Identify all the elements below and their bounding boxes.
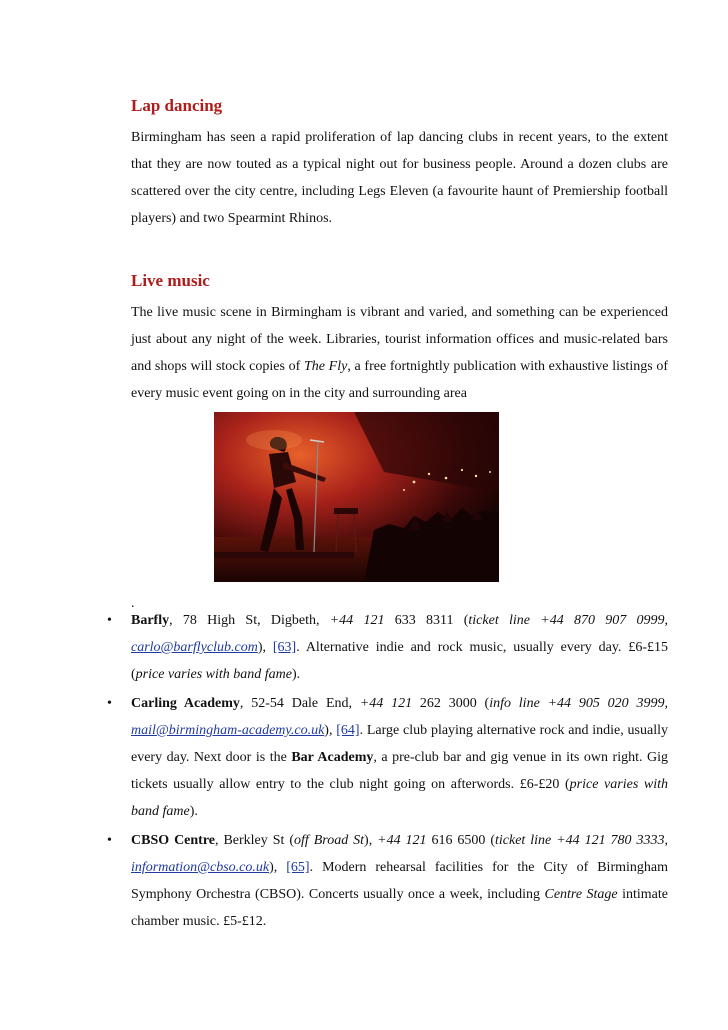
live-music-text-a: The live music scene in Birmingham is vibrant and varied, and something can be experienced just about any night of the week. Libraries, tourist information offices and music-related bars and shops will stock copies of	[131, 305, 668, 374]
reference-link[interactable]: [65]	[286, 860, 310, 875]
centre-stage-title: Centre Stage	[544, 887, 618, 902]
price-note: price varies with band fame	[131, 777, 668, 819]
phone-prefix: +44 121	[329, 613, 385, 628]
separator: ,	[664, 696, 668, 711]
email-link[interactable]: carlo@barflyclub.com	[131, 640, 258, 655]
paren-end: ).	[291, 667, 301, 682]
ticket-line-label: ticket line	[495, 833, 552, 848]
list-item-cbso-centre	[0, 827, 668, 935]
email-link[interactable]: information@cbso.co.uk	[131, 860, 270, 875]
bullet: •	[107, 696, 112, 711]
concert-photo-image	[214, 412, 499, 582]
separator: ,	[664, 613, 668, 628]
venue-name: Barfly	[131, 613, 170, 628]
venue-description: . Large club playing alternative rock and indie, usually every day. Next door is the	[131, 723, 668, 765]
list-item-carling-academy	[0, 690, 668, 825]
venue-description-continued: intimate chamber music. £5-£12.	[131, 887, 668, 929]
venue-description: . Modern rehearsal facilities for the City of Birmingham Symphony Orchestra (CBSO). Concerts usually once a week, including	[131, 860, 668, 902]
venue-address: , Berkley St (	[215, 833, 294, 848]
phone-number: 633 8311 (	[384, 613, 469, 628]
venue-description: . Alternative indie and rock music, usually every day. £6-£15 (	[131, 640, 668, 682]
list-item-barfly	[0, 607, 668, 688]
price-note: price varies with band fame	[135, 667, 292, 682]
venue-address: , 52-54 Dale End,	[239, 696, 360, 711]
live-music-heading: Live music	[131, 271, 210, 290]
bullet: •	[107, 833, 112, 848]
phone-number: 616 6500 (	[426, 833, 496, 848]
venue-name: CBSO Centre	[131, 833, 216, 848]
email-link[interactable]: mail@birmingham-academy.co.uk	[131, 723, 325, 738]
ticket-line-number: +44 121 780 3333	[551, 833, 665, 848]
paren-close: ),	[324, 723, 337, 738]
phone-prefix: +44 121	[359, 696, 413, 711]
lap-dancing-heading: Lap dancing	[131, 96, 223, 115]
address-note: off Broad St	[294, 833, 365, 848]
reference-link[interactable]: [63]	[272, 640, 297, 655]
phone-prefix: +44 121	[377, 833, 427, 848]
ticket-line-number: +44 870 907 0999	[529, 613, 665, 628]
venue-list	[0, 607, 728, 935]
reference-link[interactable]: [64]	[336, 723, 360, 738]
address-close: ),	[364, 833, 378, 848]
venue-address: , 78 High St, Digbeth,	[169, 613, 330, 628]
separator: ,	[664, 833, 668, 848]
ticket-line-label: ticket line	[468, 613, 530, 628]
paren-close: ),	[257, 640, 273, 655]
bar-academy-name: Bar Academy	[291, 750, 374, 765]
live-music-text-b: , a free fortnightly publication with exhaustive listings of every music event going on in the city and surrounding area	[131, 359, 669, 401]
stray-period: .	[131, 596, 135, 611]
lap-dancing-paragraph: Birmingham has seen a rapid proliferation of lap dancing clubs in recent years, to the extent that they are now touted as a typical night out for business people. Around a dozen clubs are scattered over the city centre, including Legs Eleven (a favourite haunt of Premiership football players) and two Spearmint Rhinos.	[131, 130, 668, 226]
venue-description-continued: , a pre-club bar and gig venue in its own right. Gig tickets usually allow entry to the club night going on afterwords. £6-£20 (	[131, 750, 668, 792]
venue-name: Carling Academy	[131, 696, 240, 711]
paren-close: ),	[269, 860, 287, 875]
concert-photo	[214, 412, 499, 582]
phone-number: 262 3000 (	[412, 696, 490, 711]
info-line-number: +44 905 020 3999	[539, 696, 665, 711]
live-music-paragraph	[131, 299, 668, 407]
paren-end: ).	[189, 804, 198, 819]
the-fly-title: The Fly	[303, 359, 348, 374]
info-line-label: info line	[489, 696, 540, 711]
bullet: •	[107, 613, 112, 628]
